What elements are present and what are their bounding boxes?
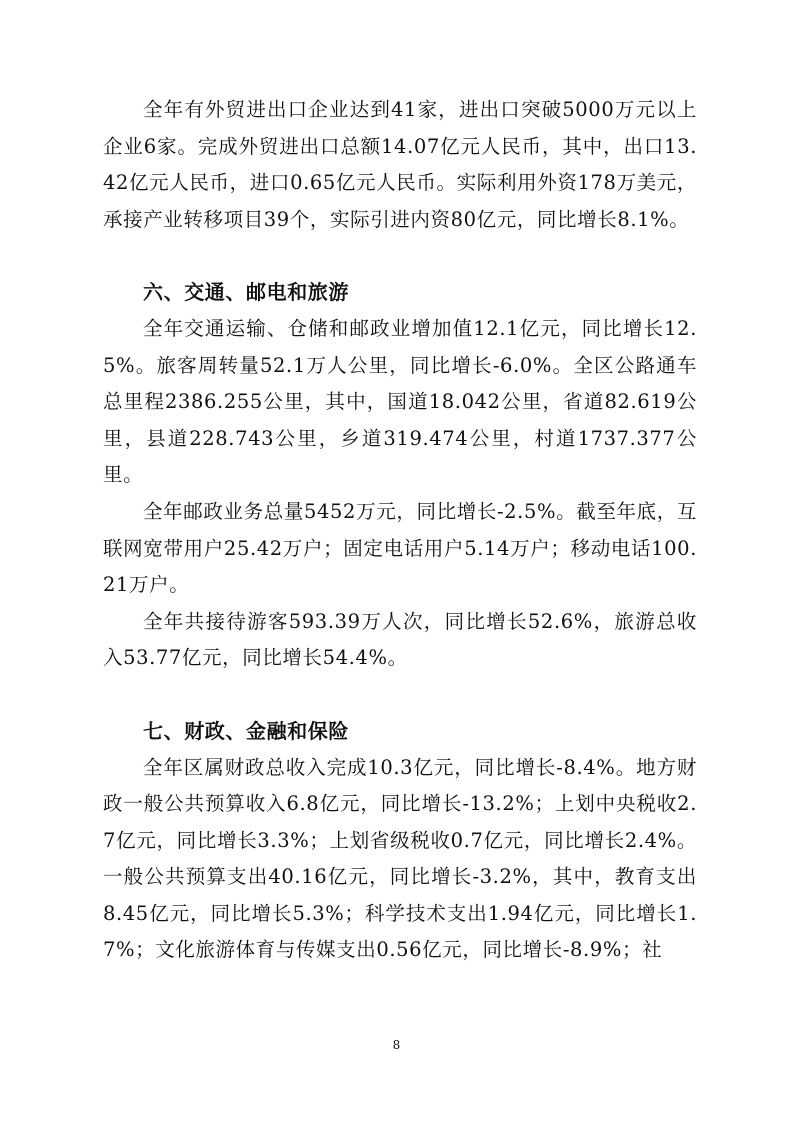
page-number: 8 xyxy=(392,1038,401,1052)
paragraph-finance: 全年区属财政总收入完成10.3亿元，同比增长-8.4%。地方财政一般公共预算收入6.8亿元，同比增长-13.2%；上划中央税收2.7亿元，同比增长3.3%；上划省级税收0.7亿元，同比增长2.4%。一般公共预算支出40.16亿元，同比增长-3.2%，其中，教育支出8.45亿元，同比增长5.3%；科学技术支出1.94亿元，同比增长1.7%；文化旅游体育与传媒支出0.56亿元，同比增长-8.9%；社 xyxy=(103,755,697,962)
section-spacer xyxy=(103,677,697,713)
paragraph-foreign-trade: 全年有外贸进出口企业达到41家，进出口突破5000万元以上企业6家。完成外贸进出口总额14.07亿元人民币，其中，出口13.42亿元人民币，进口0.65亿元人民币。实际利用外资178万美元，承接产业转移项目39个，实际引进内资80亿元，同比增长8.1%。 xyxy=(103,98,697,231)
paragraph-postal: 全年邮政业务总量5452万元，同比增长-2.5%。截至年底，互联网宽带用户25.42万户；固定电话用户5.14万户；移动电话100.21万户。 xyxy=(103,499,697,597)
paragraph-transport: 全年交通运输、仓储和邮政业增加值12.1亿元，同比增长12.5%。旅客周转量52.1万人公里，同比增长-6.0%。全区公路通车总里程2386.255公里，其中，国道18.042公里，省道82.619公里，县道228.743公里，乡道319.474公里，村道1737.377公里。 xyxy=(103,316,697,487)
document-body xyxy=(103,92,697,969)
section-heading-finance: 七、财政、金融和保险 xyxy=(143,718,349,743)
section-spacer xyxy=(103,238,697,274)
section-heading-transport: 六、交通、邮电和旅游 xyxy=(143,280,349,305)
paragraph-tourism: 全年共接待游客593.39万人次，同比增长52.6%，旅游总收入53.77亿元，同比增长54.4%。 xyxy=(103,609,697,670)
